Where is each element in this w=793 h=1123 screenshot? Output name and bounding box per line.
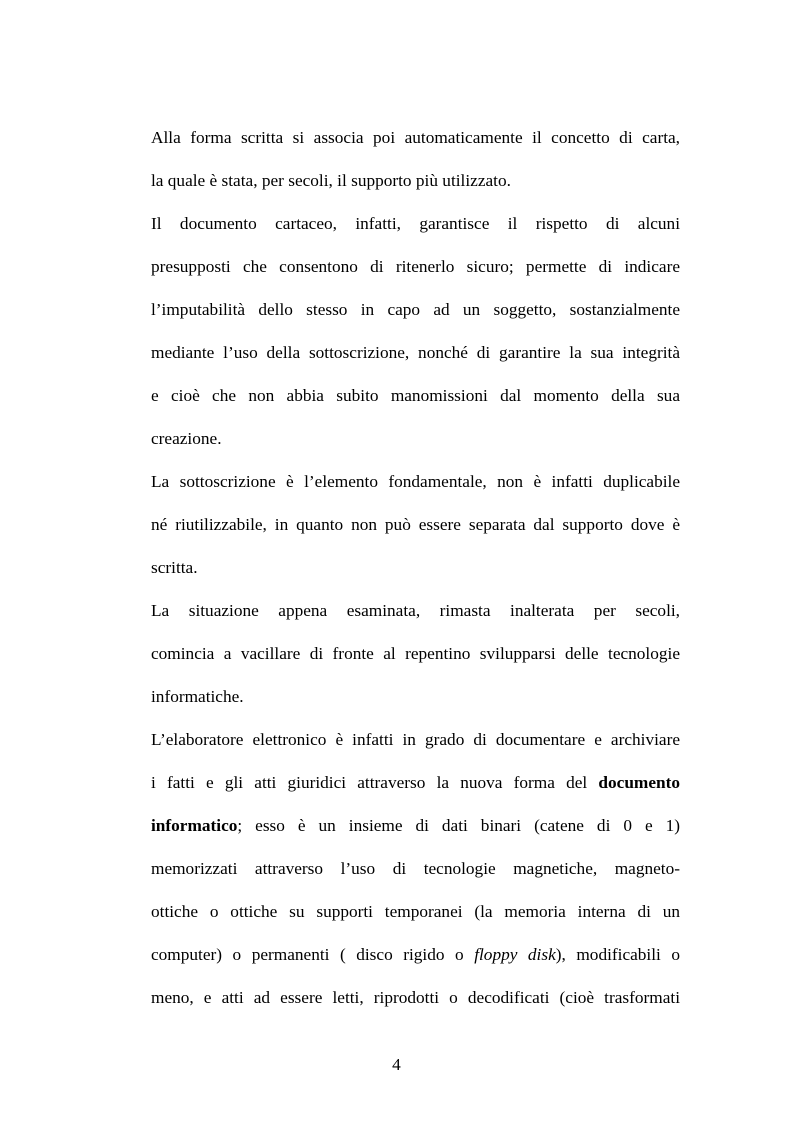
text-line: l’imputabilità dello stesso in capo ad un soggetto, sostanzialmente	[151, 300, 680, 319]
bold-term: documento	[598, 773, 680, 792]
text-line: memorizzati attraverso l’uso di tecnologie magnetiche, magneto-	[151, 859, 680, 878]
text-run: computer) o permanenti ( disco rigido o	[151, 945, 475, 964]
paragraph-3	[151, 460, 680, 589]
text-line: la quale è stata, per secoli, il supporto più utilizzato.	[151, 171, 511, 190]
paragraph-4	[151, 589, 680, 718]
paragraph-2	[151, 202, 680, 460]
text-line: e cioè che non abbia subito manomissioni dal momento della sua	[151, 386, 680, 405]
text-line: creazione.	[151, 429, 222, 448]
text-line: Il documento cartaceo, infatti, garantisce il rispetto di alcuni	[151, 214, 680, 233]
text-line: né riutilizzabile, in quanto non può essere separata dal supporto dove è	[151, 515, 680, 534]
text-line	[151, 933, 680, 976]
text-line: scritta.	[151, 558, 198, 577]
text-line: presupposti che consentono di ritenerlo sicuro; permette di indicare	[151, 257, 680, 276]
bold-term: informatico	[151, 816, 238, 835]
text-line: comincia a vacillare di fronte al repentino svilupparsi delle tecnologie	[151, 644, 680, 663]
text-line	[151, 804, 680, 847]
text-line: ottiche o ottiche su supporti temporanei (la memoria interna di un	[151, 902, 680, 921]
text-run: ; esso è un insieme di dati binari (catene di 0 e 1)	[237, 816, 680, 835]
text-run: i fatti e gli atti giuridici attraverso la nuova forma del	[151, 773, 599, 792]
text-line: La sottoscrizione è l’elemento fondamentale, non è infatti duplicabile	[151, 472, 680, 491]
text-line: L’elaboratore elettronico è infatti in grado di documentare e archiviare	[151, 730, 680, 749]
text-line	[151, 761, 680, 804]
text-run: ), modificabili o	[555, 945, 680, 964]
page-number: 4	[392, 1055, 401, 1074]
document-body	[151, 116, 680, 1019]
paragraph-1	[151, 116, 680, 202]
text-line: meno, e atti ad essere letti, riprodotti o decodificati (cioè trasformati	[151, 988, 680, 1007]
text-line: Alla forma scritta si associa poi automaticamente il concetto di carta,	[151, 128, 680, 147]
text-line: La situazione appena esaminata, rimasta inalterata per secoli,	[151, 601, 680, 620]
text-line: informatiche.	[151, 687, 244, 706]
paragraph-5	[151, 718, 680, 1019]
italic-term: floppy disk	[474, 945, 556, 964]
text-line: mediante l’uso della sottoscrizione, nonché di garantire la sua integrità	[151, 343, 680, 362]
